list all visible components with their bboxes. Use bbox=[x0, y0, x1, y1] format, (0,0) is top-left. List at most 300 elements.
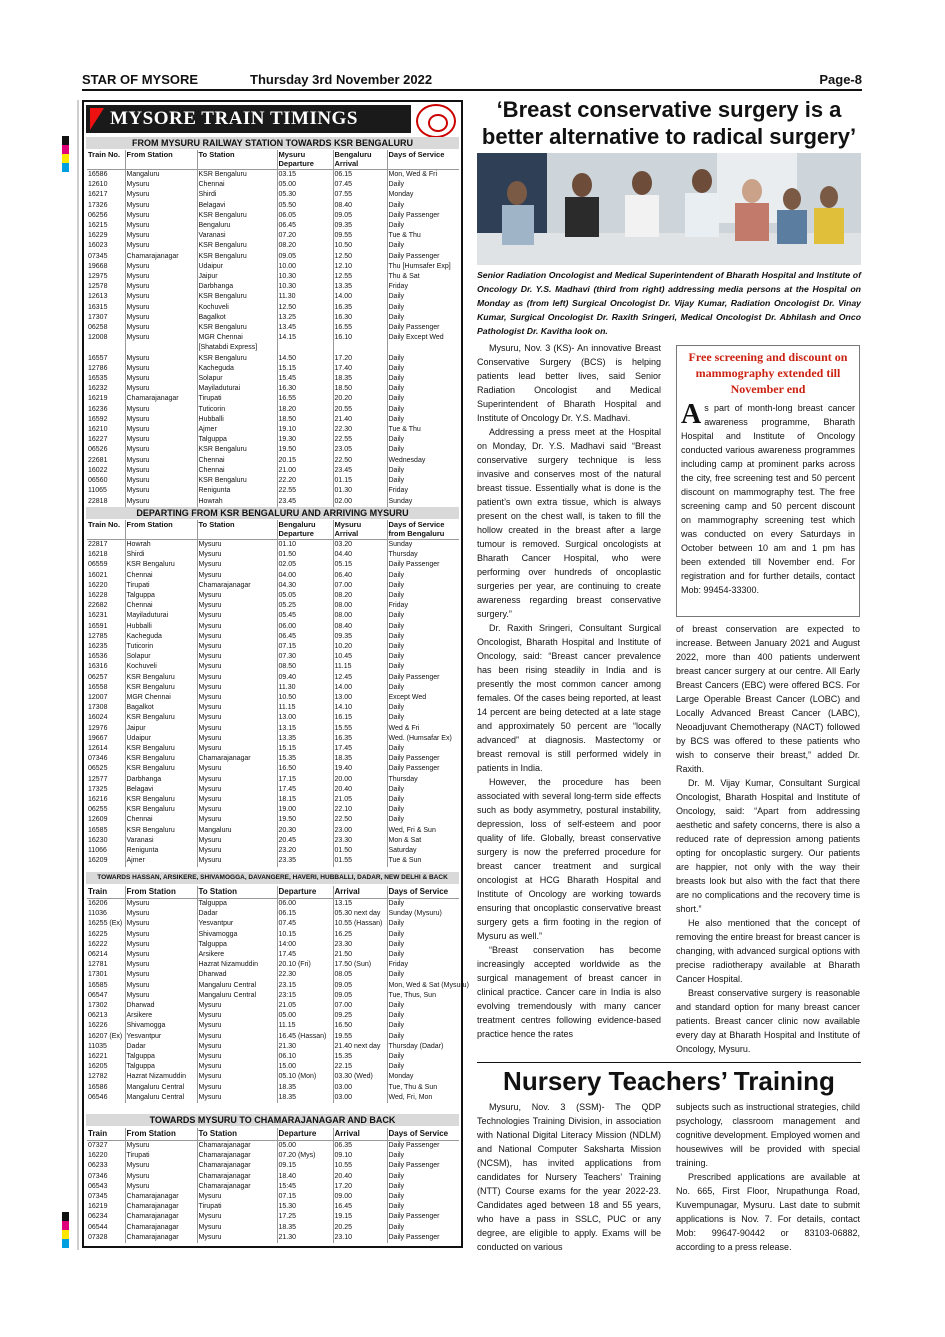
table-cell: Mysuru bbox=[125, 1172, 197, 1182]
table-cell: 16.10 bbox=[333, 333, 387, 343]
table-cell: 04.40 bbox=[333, 550, 387, 560]
table-cell: Mysuru bbox=[197, 764, 277, 774]
column-header: To Station bbox=[197, 886, 277, 899]
table-cell: 18.35 bbox=[277, 1083, 333, 1093]
table-cell: Chamarajanagar bbox=[125, 1212, 197, 1222]
table-cell: Darbhanga bbox=[197, 282, 277, 292]
table-row bbox=[87, 1093, 459, 1103]
table-cell: 10.20 bbox=[333, 642, 387, 652]
table-cell: 11035 bbox=[88, 1042, 107, 1050]
table-cell: 06213 bbox=[88, 1012, 108, 1020]
table-cell: Mysuru bbox=[125, 272, 197, 282]
table-cell: 14.00 bbox=[333, 292, 387, 302]
table-cell: Bengaluru bbox=[197, 221, 277, 231]
table-row bbox=[87, 180, 459, 190]
table-cell: Mysuru bbox=[197, 1042, 277, 1052]
table-cell: Mysuru bbox=[197, 1233, 277, 1243]
table-cell: Except Wed bbox=[387, 693, 459, 703]
table-cell bbox=[333, 343, 387, 353]
table-cell: Mysuru bbox=[197, 805, 277, 815]
column-header: Days of Service bbox=[387, 150, 459, 170]
table-cell: Mysuru bbox=[125, 303, 197, 313]
table-cell: Mysuru bbox=[197, 601, 277, 611]
table-cell: 12782 bbox=[88, 1073, 108, 1081]
table-cell: Mysuru bbox=[197, 673, 277, 683]
table-cell: KSR Bengaluru bbox=[197, 170, 277, 181]
table-cell: Daily bbox=[387, 785, 459, 795]
table-row bbox=[87, 1021, 459, 1031]
table-cell: Daily bbox=[387, 1032, 459, 1042]
table-cell: Mysuru bbox=[125, 364, 197, 374]
table-cell: 07.55 bbox=[333, 190, 387, 200]
table-cell: Mangaluru Central bbox=[125, 1093, 197, 1103]
table-cell: 10.50 bbox=[277, 693, 333, 703]
table-row bbox=[87, 282, 459, 292]
table-row bbox=[87, 374, 459, 384]
table-cell: 13.25 bbox=[277, 313, 333, 323]
table-cell: 19.00 bbox=[277, 805, 333, 815]
table-cell: Daily bbox=[387, 652, 459, 662]
table-cell: Wednesday bbox=[387, 456, 459, 466]
table-cell: Mysuru bbox=[197, 540, 277, 551]
photo-image bbox=[477, 153, 861, 265]
table-cell: 09.05 bbox=[333, 981, 387, 991]
table-row bbox=[87, 652, 459, 662]
table-cell: 09.15 bbox=[277, 1161, 333, 1171]
table-cell: Daily bbox=[387, 970, 459, 980]
table-cell: 05.10 (Mon) bbox=[277, 1072, 333, 1082]
table-cell: Daily bbox=[387, 364, 459, 374]
table-cell: Mysuru bbox=[197, 1011, 277, 1021]
table-cell: 05.30 bbox=[277, 190, 333, 200]
table-cell: Thu & Sat bbox=[387, 272, 459, 282]
table-cell: 12.55 bbox=[333, 272, 387, 282]
table-cell: Mysuru bbox=[197, 1212, 277, 1222]
table-cell: KSR Bengaluru bbox=[125, 744, 197, 754]
headline: Nursery Teachers’ Training bbox=[503, 1066, 835, 1096]
table-cell: 17.25 bbox=[277, 1212, 333, 1222]
page-header bbox=[82, 72, 862, 90]
table-cell: Wed. (Humsafar Ex) bbox=[387, 734, 459, 744]
table-cell: 09.10 bbox=[333, 1151, 387, 1161]
table-cell: Mysuru bbox=[197, 693, 277, 703]
table-cell: Daily bbox=[387, 384, 459, 394]
table-cell: Tirupati bbox=[125, 1151, 197, 1161]
table-cell: Mysuru bbox=[125, 1161, 197, 1171]
table-cell: 06559 bbox=[88, 561, 108, 569]
table-cell: 23.35 bbox=[277, 856, 333, 866]
table-cell: 07346 bbox=[88, 755, 108, 763]
table-cell: 21.30 bbox=[277, 1233, 333, 1243]
table-cell: Daily bbox=[387, 1011, 459, 1021]
section-heading: DEPARTING FROM KSR BENGALURU AND ARRIVING MYSURU bbox=[86, 507, 459, 519]
table-row bbox=[87, 1223, 459, 1233]
table-cell: 17.45 bbox=[333, 744, 387, 754]
table-cell: 13.35 bbox=[333, 282, 387, 292]
table-cell: Mysuru bbox=[197, 703, 277, 713]
column-header: To Station bbox=[197, 1128, 277, 1141]
table-cell: Jaipur bbox=[197, 272, 277, 282]
table-cell: 07.45 bbox=[333, 180, 387, 190]
table-cell: 22.10 bbox=[333, 805, 387, 815]
table-row bbox=[87, 1151, 459, 1161]
table-cell: 09.00 bbox=[333, 1192, 387, 1202]
table-cell: Belagavi bbox=[197, 201, 277, 211]
timetable-table-2 bbox=[87, 520, 459, 867]
table-cell: 08.20 bbox=[277, 241, 333, 251]
table-cell: Daily Passenger bbox=[387, 560, 459, 570]
table-cell: 10.00 bbox=[277, 262, 333, 272]
table-cell: KSR Bengaluru bbox=[125, 795, 197, 805]
table-cell: Sunday bbox=[387, 497, 459, 507]
table-cell: 19.10 bbox=[277, 425, 333, 435]
table-cell: 09.05 bbox=[333, 211, 387, 221]
table-cell: 08.40 bbox=[333, 201, 387, 211]
table-cell: Daily bbox=[387, 899, 459, 910]
table-cell: Daily Passenger bbox=[387, 252, 459, 262]
table-cell: 01.55 bbox=[333, 856, 387, 866]
table-cell: 21.40 next day bbox=[333, 1042, 387, 1052]
table-row bbox=[87, 724, 459, 734]
table-cell: KSR Bengaluru bbox=[197, 445, 277, 455]
paragraph: Dr. M. Vijay Kumar, Consultant Surgical Oncologist, Bharath Hospital and Institute of Oncology, said: “Apart from addressing aesthetic and safety concerns, there is also a reduced rate of depression among patients opting for oncoplastic surgery. Our patients are happier, not only with the way their breasts look but also with the fact that there are no complications and the recovery time is short.” bbox=[676, 778, 860, 914]
table-cell: Hazrat Nizamuddin bbox=[125, 1072, 197, 1082]
column-header: To Station bbox=[197, 520, 277, 540]
table-cell: Mysuru bbox=[197, 1001, 277, 1011]
masthead: STAR OF MYSORE bbox=[82, 72, 199, 87]
table-cell: 12008 bbox=[88, 334, 108, 342]
table-cell: Mon & Sat bbox=[387, 836, 459, 846]
table-cell: 06543 bbox=[88, 1182, 108, 1190]
table-cell: 18.50 bbox=[277, 415, 333, 425]
table-cell: 19667 bbox=[88, 734, 108, 742]
table-cell: 15.55 bbox=[333, 724, 387, 734]
table-cell: Chamarajanagar bbox=[125, 252, 197, 262]
table-cell: 16229 bbox=[88, 232, 108, 240]
table-cell: Mysuru bbox=[125, 313, 197, 323]
table-cell: Mysuru bbox=[197, 622, 277, 632]
table-cell: 14.15 bbox=[277, 333, 333, 343]
table-cell: Talguppa bbox=[197, 435, 277, 445]
table-cell: Belagavi bbox=[125, 785, 197, 795]
table-cell: Chamarajanagar bbox=[197, 1141, 277, 1152]
table-cell: Mysuru bbox=[125, 970, 197, 980]
table-cell: Talguppa bbox=[197, 899, 277, 910]
table-cell: 16226 bbox=[88, 1022, 108, 1030]
table-cell: 23:15 bbox=[277, 991, 333, 1001]
column-header: From Station bbox=[125, 520, 197, 540]
table-cell: 10.55 bbox=[333, 1161, 387, 1171]
table-cell: 07346 bbox=[88, 1172, 108, 1180]
table-cell: 16022 bbox=[88, 466, 108, 474]
table-cell: KSR Bengaluru bbox=[197, 476, 277, 486]
table-cell: Chennai bbox=[197, 180, 277, 190]
table-cell: 01.15 bbox=[333, 476, 387, 486]
table-cell: Varanasi bbox=[125, 836, 197, 846]
table-cell: 16.50 bbox=[333, 1021, 387, 1031]
table-cell: Mysuru bbox=[197, 775, 277, 785]
table-cell: KSR Bengaluru bbox=[197, 241, 277, 251]
table-cell: Mangaluru Central bbox=[197, 981, 277, 991]
table-cell: 23.30 bbox=[333, 836, 387, 846]
headline: ‘Breast conservative surgery is a better alternative to radical surgery’ bbox=[481, 97, 857, 149]
table-cell: 06.05 bbox=[277, 211, 333, 221]
table-cell: Mysuru bbox=[197, 744, 277, 754]
table-cell: 06257 bbox=[88, 673, 108, 681]
table-row bbox=[87, 1072, 459, 1082]
table-row bbox=[87, 826, 459, 836]
table-cell: MGR Chennai bbox=[197, 333, 277, 343]
table-cell: Daily bbox=[387, 354, 459, 364]
table-row bbox=[87, 734, 459, 744]
table-cell: Ajmer bbox=[197, 425, 277, 435]
table-cell: KSR Bengaluru bbox=[125, 826, 197, 836]
table-row bbox=[87, 950, 459, 960]
table-cell: 12785 bbox=[88, 632, 108, 640]
table-row bbox=[87, 486, 459, 496]
table-cell: 12781 bbox=[88, 961, 108, 969]
table-cell bbox=[277, 343, 333, 353]
table-cell: Daily bbox=[387, 303, 459, 313]
table-cell: Daily Passenger bbox=[387, 1212, 459, 1222]
table-row bbox=[87, 394, 459, 404]
table-cell: KSR Bengaluru bbox=[197, 323, 277, 333]
table-cell: 05.00 bbox=[277, 1141, 333, 1152]
table-cell: Daily bbox=[387, 703, 459, 713]
table-row bbox=[87, 571, 459, 581]
table-cell bbox=[87, 343, 125, 353]
table-cell: KSR Bengaluru bbox=[125, 673, 197, 683]
table-cell: 15.00 bbox=[277, 1062, 333, 1072]
table-cell: 16023 bbox=[88, 242, 108, 250]
table-cell: Daily bbox=[387, 1062, 459, 1072]
table-cell: 12.10 bbox=[333, 262, 387, 272]
table-cell: 13.35 bbox=[277, 734, 333, 744]
table-cell: Daily bbox=[387, 622, 459, 632]
table-cell: 22.50 bbox=[333, 815, 387, 825]
table-cell: Daily bbox=[387, 632, 459, 642]
table-cell: Mysuru bbox=[125, 221, 197, 231]
table-row bbox=[87, 201, 459, 211]
red-flag-icon bbox=[90, 108, 104, 130]
table-cell: Daily bbox=[387, 611, 459, 621]
table-cell: 06.00 bbox=[277, 899, 333, 910]
table-row bbox=[87, 981, 459, 991]
table-cell: 15:45 bbox=[277, 1182, 333, 1192]
table-cell: Mysuru bbox=[197, 1032, 277, 1042]
paragraph: Dr. Raxith Sringeri, Consultant Surgical Oncologist, Bharath Hospital and Institute of Oncology, said: “Breast cancer prevalence has been rising steadily in India and is presently the most common cancer among females. Of the cases being reported, at least 14 percent are being detected at a late stage and approximately 50 percent are “locally advanced” at diagnosis. Mastectomy or breast removal is still performed widely in patients in India. bbox=[477, 623, 661, 773]
table-cell: 12.45 bbox=[333, 673, 387, 683]
press-meet-photo bbox=[477, 153, 861, 265]
table-cell: 01.50 bbox=[277, 550, 333, 560]
table-cell: Friday bbox=[387, 282, 459, 292]
table-cell: Mysuru bbox=[125, 415, 197, 425]
table-row bbox=[87, 262, 459, 272]
table-cell: Chamarajanagar bbox=[197, 581, 277, 591]
table-cell: KSR Bengaluru bbox=[125, 764, 197, 774]
table-cell: 16315 bbox=[88, 303, 108, 311]
table-cell: 16585 bbox=[88, 826, 108, 834]
table-cell: 22.30 bbox=[277, 970, 333, 980]
table-cell: Mysuru bbox=[197, 734, 277, 744]
table-row bbox=[87, 591, 459, 601]
table-cell: 03.00 bbox=[333, 1083, 387, 1093]
table-cell: 16220 bbox=[88, 1152, 108, 1160]
table-cell: 21.40 bbox=[333, 415, 387, 425]
table-cell: Mysuru bbox=[197, 632, 277, 642]
table-cell: 06525 bbox=[88, 765, 108, 773]
column-header: Train No. bbox=[87, 520, 125, 540]
table-row bbox=[87, 846, 459, 856]
table-row bbox=[87, 693, 459, 703]
table-cell: [Shatabdi Express] bbox=[197, 343, 277, 353]
column-header: Train bbox=[87, 886, 125, 899]
table-row bbox=[87, 497, 459, 507]
table-cell: Mysuru bbox=[125, 333, 197, 343]
table-cell: 14.10 bbox=[333, 703, 387, 713]
table-cell: 16024 bbox=[88, 714, 108, 722]
table-cell: Friday bbox=[387, 601, 459, 611]
table-cell: 13.15 bbox=[333, 899, 387, 910]
table-cell: Tuticorin bbox=[125, 642, 197, 652]
table-row bbox=[87, 1141, 459, 1152]
table-cell: Hazrat Nizamuddin bbox=[197, 960, 277, 970]
table-row bbox=[87, 343, 459, 353]
table-cell: Mysuru bbox=[125, 231, 197, 241]
table-cell: 16221 bbox=[88, 1053, 108, 1061]
table-row bbox=[87, 252, 459, 262]
table-cell: Mysuru bbox=[197, 683, 277, 693]
table-cell: 05.00 bbox=[277, 1011, 333, 1021]
table-cell: Wed, Fri, Mon bbox=[387, 1093, 459, 1103]
table-cell: Mysuru bbox=[125, 899, 197, 910]
table-row bbox=[87, 919, 459, 929]
table-row bbox=[87, 170, 459, 181]
table-cell: 06233 bbox=[88, 1162, 108, 1170]
table-cell: 08.00 bbox=[333, 611, 387, 621]
table-cell: 05.00 bbox=[277, 180, 333, 190]
table-cell: Daily bbox=[387, 445, 459, 455]
table-cell: 13.00 bbox=[333, 693, 387, 703]
column-header: Days of Service from Bengaluru bbox=[387, 520, 459, 540]
box-body: s part of month-long breast cancer awareness programme, Bharath Hospital and Institute of Oncology conducted various awareness programmes including camp at prominent parks across the city, free screening test and 50 percent discount on mammography test. The free screening camp and 50 percent discount on mammography screening test which was conducted on every Saturdays in October between 10 am and 1 pm has been extended till November end. For registration and for further details, contact Mob: 99454-33300. bbox=[681, 403, 855, 595]
table-cell: 07.15 bbox=[277, 1192, 333, 1202]
table-cell: Chennai bbox=[197, 466, 277, 476]
table-row bbox=[87, 221, 459, 231]
table-row bbox=[87, 581, 459, 591]
table-cell: Chamarajanagar bbox=[197, 1172, 277, 1182]
table-cell: 07345 bbox=[88, 1193, 108, 1201]
table-cell: 06255 bbox=[88, 806, 108, 814]
table-cell: 14.00 bbox=[333, 683, 387, 693]
table-cell: 17307 bbox=[88, 313, 108, 321]
table-row bbox=[87, 425, 459, 435]
table-cell: Udaipur bbox=[197, 262, 277, 272]
table-cell: 16227 bbox=[88, 436, 108, 444]
column-header: Departure bbox=[277, 1128, 333, 1141]
table-cell: Daily bbox=[387, 1052, 459, 1062]
table-row bbox=[87, 642, 459, 652]
table-cell: 18.15 bbox=[277, 795, 333, 805]
table-row bbox=[87, 1062, 459, 1072]
table-row bbox=[87, 991, 459, 1001]
table-cell: Mysuru bbox=[125, 180, 197, 190]
table-cell: Tue & Thu bbox=[387, 231, 459, 241]
table-cell: 18.40 bbox=[277, 1172, 333, 1182]
table-cell: 12.50 bbox=[277, 303, 333, 313]
table-cell: 16207 (Ex) bbox=[88, 1032, 123, 1040]
table-cell: 11066 bbox=[88, 847, 107, 855]
table-cell: Mayiladuturai bbox=[125, 611, 197, 621]
table-cell: Chennai bbox=[125, 815, 197, 825]
table-cell: 22.20 bbox=[277, 476, 333, 486]
table-cell: Howrah bbox=[197, 497, 277, 507]
table-cell: 16.55 bbox=[277, 394, 333, 404]
table-cell: Friday bbox=[387, 960, 459, 970]
table-cell: 16.30 bbox=[333, 313, 387, 323]
table-cell: Mysuru bbox=[197, 785, 277, 795]
table-cell: Mysuru bbox=[197, 662, 277, 672]
table-cell: Mysuru bbox=[197, 642, 277, 652]
table-cell: Solapur bbox=[125, 652, 197, 662]
table-cell: 10.45 bbox=[333, 652, 387, 662]
table-cell: Solapur bbox=[197, 374, 277, 384]
table-cell: 17.45 bbox=[277, 950, 333, 960]
table-cell: 16557 bbox=[88, 354, 108, 362]
table-cell: Mon, Wed & Fri bbox=[387, 170, 459, 181]
table-cell: 10.50 bbox=[333, 241, 387, 251]
section-heading: TOWARDS HASSAN, ARSIKERE, SHIVAMOGGA, DAVANGERE, HAVERI, HUBBALLI, DADAR, NEW DELHI & BACK bbox=[86, 872, 459, 884]
table-cell: 06.45 bbox=[277, 221, 333, 231]
table-row bbox=[87, 632, 459, 642]
table-cell: Mysuru bbox=[197, 713, 277, 723]
table-row bbox=[87, 550, 459, 560]
table-cell: 09.35 bbox=[333, 221, 387, 231]
table-cell: 06256 bbox=[88, 211, 108, 219]
table-row bbox=[87, 601, 459, 611]
table-cell: 11065 bbox=[88, 487, 107, 495]
table-row bbox=[87, 560, 459, 570]
table-cell: 20.40 bbox=[333, 785, 387, 795]
table-row bbox=[87, 703, 459, 713]
table-cell: 11036 bbox=[88, 910, 107, 918]
table-row bbox=[87, 795, 459, 805]
table-cell: Tue & Sun bbox=[387, 856, 459, 866]
table-row bbox=[87, 354, 459, 364]
table-cell: 09.40 bbox=[277, 673, 333, 683]
table-cell: 06214 bbox=[88, 951, 108, 959]
table-cell: 22681 bbox=[88, 456, 108, 464]
table-cell: Bagalkot bbox=[125, 703, 197, 713]
table-cell: Daily bbox=[387, 571, 459, 581]
table-cell: 13.15 bbox=[277, 724, 333, 734]
table-cell: Chamarajanagar bbox=[125, 394, 197, 404]
table-cell: Friday bbox=[387, 486, 459, 496]
table-cell: Daily bbox=[387, 950, 459, 960]
table-row bbox=[87, 292, 459, 302]
table-cell: 17.15 bbox=[277, 775, 333, 785]
paragraph: Prescribed applications are available at No. 665, First Floor, Nrupathunga Road, Kuvempunagar, Mysuru. Last date to submit applications is Nov. 7. For details, contact Mob: 99647-90442 or 83103-06882, according to a press release. bbox=[676, 1172, 860, 1252]
article-column-2 bbox=[676, 622, 860, 1056]
table-cell: Mysuru bbox=[197, 611, 277, 621]
table-cell: Shirdi bbox=[197, 190, 277, 200]
table-cell: Mysuru bbox=[197, 836, 277, 846]
paragraph: Addressing a press meet at the Hospital on Monday, Dr. Y.S. Madhavi said “Breast conservative surgery technique is less invasive and conserves most of the natural breast tissue. Essentially what is done is the patient’s own extra tissue, which is always present on the chest wall, is taken to fill the hollow created in the breast after a large tumour is removed. Surgical oncologists at Bharath Cancer Hospital, who were performing over hundreds of oncoplastic surgeries per year, are continuing to create awareness regarding breast conservative surgery.” bbox=[477, 427, 661, 619]
table-cell: Mysuru bbox=[197, 571, 277, 581]
table-cell: 19.55 bbox=[333, 1032, 387, 1042]
table-cell: Daily bbox=[387, 1192, 459, 1202]
table-cell: Daily bbox=[387, 1223, 459, 1233]
